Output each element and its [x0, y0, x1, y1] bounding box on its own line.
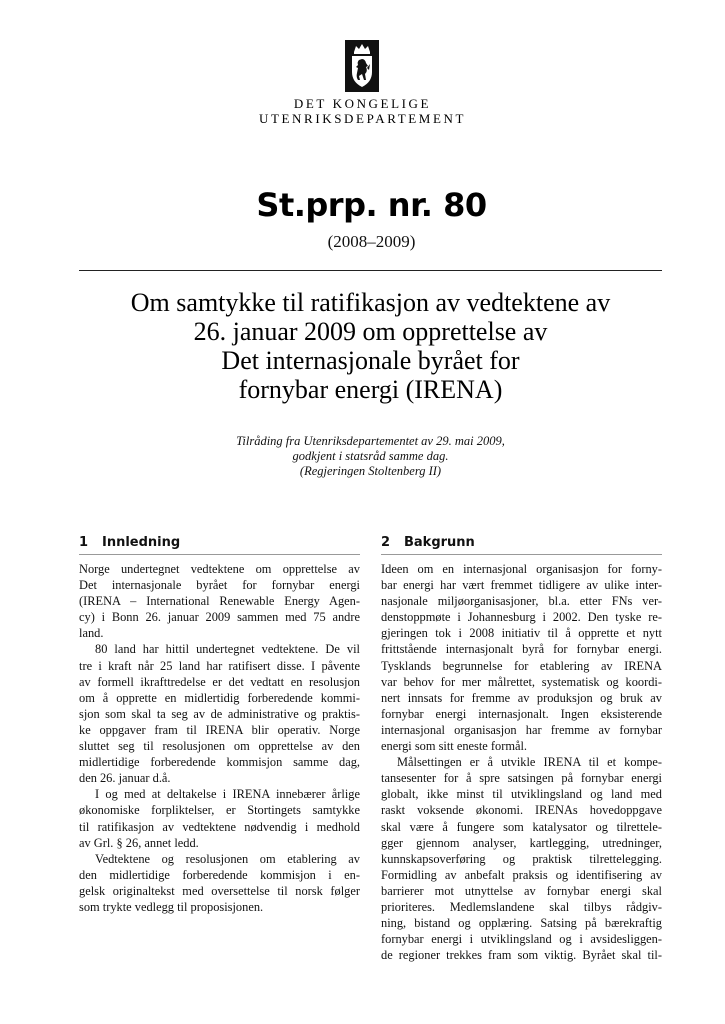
text-line: Tysklands begrunnelse for etablering av IRENA — [381, 658, 662, 673]
section-heading — [79, 534, 360, 555]
text-line: midlertidige forberedende kommisjon samme dag, — [79, 755, 360, 770]
text-line: Formidling av anbefalt praksis og identifisering av — [381, 867, 662, 882]
text-line: I og med at deltakelse i IRENA innebærer årlige — [95, 787, 360, 802]
text-line: den 26. januar d.å. — [79, 771, 171, 786]
text-line: de regioner trekkes fram som viktig. Byrået skal til- — [381, 948, 662, 963]
text-line: gjeringen tok i 2008 initiativ til å opprette et nytt — [381, 626, 662, 641]
text-line: barrierer mot utnyttelse av fornybar energi skal — [381, 883, 662, 898]
text-line: den midlertidige forberedende kommisjon i en- — [79, 867, 360, 882]
text-line: ning, bistand og opplæring. Satsing på bærekraftig — [381, 916, 662, 931]
text-line: om å opprette en midlertidig forberedende kommi- — [79, 690, 360, 705]
title-line: fornybar energi (IRENA) — [238, 375, 503, 404]
text-line: av Grl. § 26, annet ledd. — [79, 835, 199, 850]
submission-line: godkjent i statsråd samme dag. — [292, 449, 449, 463]
text-line: energi som sitt eneste formål. — [381, 739, 528, 754]
text-line: skal være å fungere som katalysator og tilrettele- — [381, 819, 662, 834]
section-heading — [381, 534, 662, 555]
text-line: sjon som skal ta seg av de administrative og praktis- — [79, 706, 360, 721]
title-line: Om samtykke til ratifikasjon av vedtektene av — [130, 288, 611, 317]
text-line: globalt, ikke minst til utviklingsland og land med — [381, 787, 662, 802]
text-line: internasjonal organisasjon har fremme av fornybar — [381, 722, 662, 737]
title-line: Det internasjonale byrået for — [221, 346, 520, 375]
section-title: Bakgrunn — [404, 535, 475, 550]
text-line: kunnskapsoverføring og praktisk tilrettelegging. — [381, 851, 662, 866]
text-line: fornybar energi i utviklingsland og i avsidesliggen- — [381, 932, 662, 947]
text-line: var behov for mer målrettet, systematisk og koordi- — [381, 674, 662, 689]
text-line: av formell ikrafttredelse er det vedtatt en resolusjon — [79, 674, 360, 689]
section-number: 1 — [79, 535, 89, 550]
section-body — [381, 561, 662, 963]
text-line: til ratifikasjon av vedtektene nødvendig i medhold — [79, 819, 360, 834]
title-divider — [79, 270, 662, 271]
ministry-name-line-1: DET KONGELIGE — [293, 96, 432, 111]
text-line: Det internasjonale byrået for fornybar energi — [79, 578, 360, 593]
text-line: denstoppmøte i Johannesburg i 2002. Den tyske re- — [381, 610, 662, 625]
text-line: prioriteres. Medlemslandene skal tilbys rådgiv- — [381, 899, 662, 914]
text-line: sluttet seg til resolusjonen om opprettelse av den — [79, 739, 360, 754]
text-line: Vedtektene og resolusjonen om etablering av — [95, 851, 360, 866]
text-line: økonomiske forpliktelser, er Stortingets samtykke — [79, 803, 360, 818]
text-line: 80 land har hittil undertegnet vedtektene. De vil — [95, 642, 360, 657]
section-body — [79, 561, 360, 915]
text-line: nert innsats for fremme av produksjon og bruk av — [381, 690, 662, 705]
parliamentary-session: (2008–2009) — [327, 232, 416, 251]
section-title: Innledning — [102, 535, 181, 550]
submission-line: Tilråding fra Utenriksdepartementet av 29. mai 2009, — [236, 434, 505, 448]
text-line: bar energi har vært fremmet tidligere av ulike inter- — [381, 578, 662, 593]
text-line: Målsettingen er å utvikle IRENA til et kompe- — [397, 755, 662, 770]
ministry-name-line-2: UTENRIKSDEPARTEMENT — [258, 111, 467, 126]
text-line: gger gjennom analyser, kartlegging, utredninger, — [381, 835, 662, 850]
text-line: frittstående internasjonalt byrå for fornybar energi. — [381, 642, 662, 657]
text-line: Norge undertegnet vedtektene om opprettelse av — [79, 562, 360, 576]
text-line: ke oppgaver fram til IRENA blir operativ. Norge — [79, 722, 360, 737]
title-line: 26. januar 2009 om opprettelse av — [193, 317, 548, 346]
text-line: nasjonale miljøorganisasjoner, bl.a. etter FNs ver- — [381, 594, 662, 609]
submission-line: (Regjeringen Stoltenberg II) — [299, 464, 442, 478]
text-line: gelsk originaltekst med oversettelse til norsk følger — [79, 883, 360, 898]
section-introduction — [79, 534, 360, 915]
coat-of-arms-icon — [345, 40, 379, 92]
text-line: fornybar energi internasjonalt. Ingen eksisterende — [381, 706, 662, 721]
text-line: (IRENA – International Renewable Energy Agen- — [79, 594, 360, 609]
text-line: tansesenter for å spre satsingen på fornybar energi — [381, 771, 662, 786]
text-line: tre i kraft når 25 land har ratifisert disse. I påvente — [79, 658, 360, 673]
text-line: som trykte vedlegg til proposisjonen. — [79, 899, 264, 914]
document-title — [79, 288, 662, 404]
submission-note — [79, 434, 662, 479]
text-line: raskt voksende økonomi. IRENAs hovedoppgave — [381, 803, 662, 818]
text-line: land. — [79, 626, 104, 641]
section-number: 2 — [381, 535, 391, 550]
text-line: Ideen om en internasjonal organisasjon for forny- — [381, 562, 662, 576]
section-background — [381, 534, 662, 963]
document-number: St.prp. nr. 80 — [256, 186, 487, 224]
text-line: cy) i Bonn 26. januar 2009 sammen med 75 andre — [79, 610, 360, 625]
